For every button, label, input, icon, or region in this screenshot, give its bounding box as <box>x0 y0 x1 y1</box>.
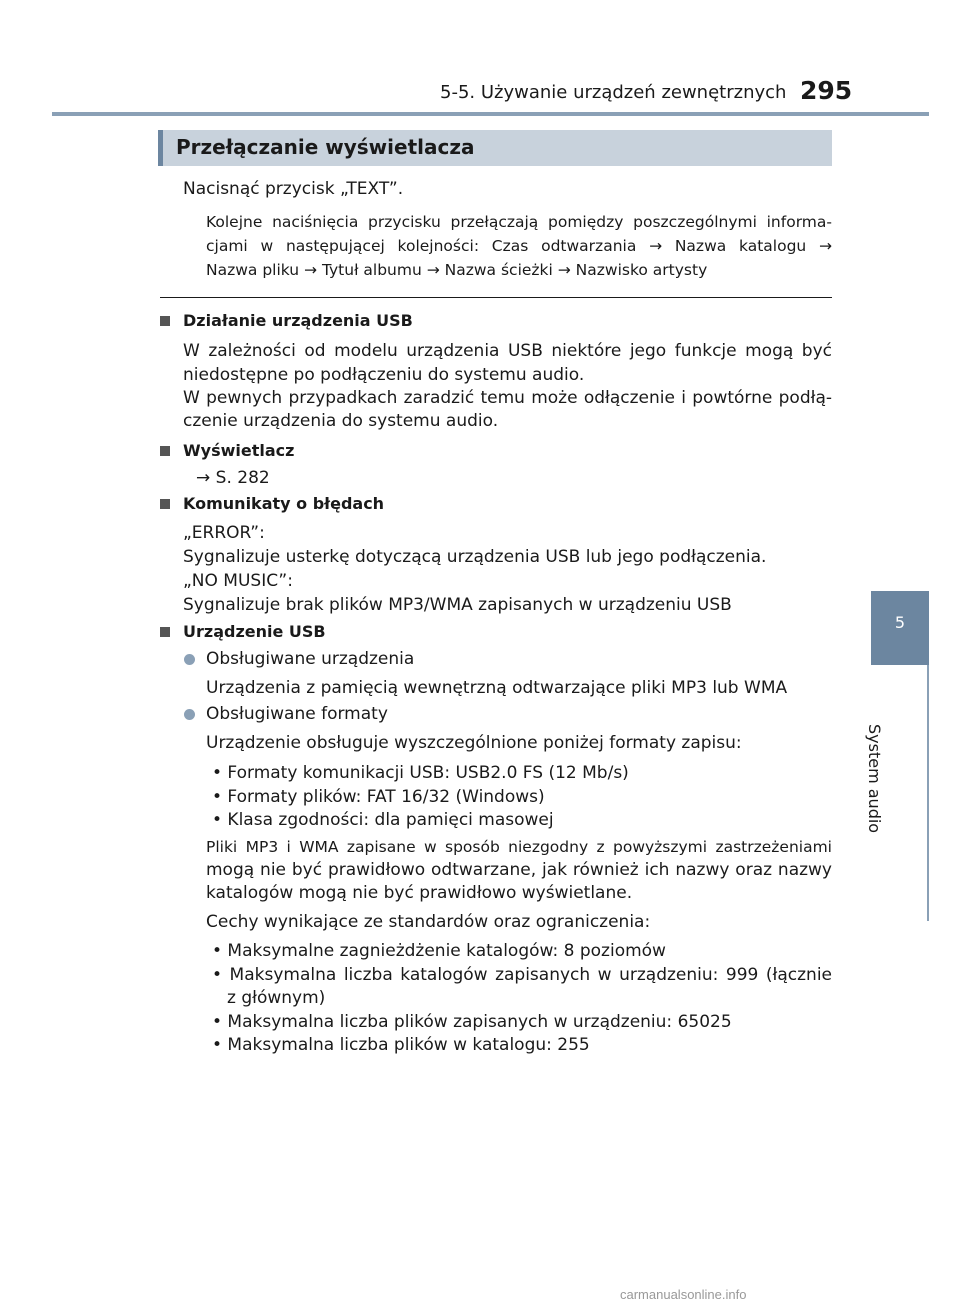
subsection-heading: Urządzenie USB <box>183 622 326 641</box>
section-title: Przełączanie wyświetlacza <box>176 135 475 159</box>
format-list-item: • Formaty komunikacji USB: USB2.0 FS (12 Mb/s) <box>212 763 629 783</box>
paragraph-line: „NO MUSIC”: <box>183 571 293 591</box>
square-bullet-icon <box>160 316 170 326</box>
subsection-heading: Działanie urządzenia USB <box>183 311 413 330</box>
format-list-item: • Formaty plików: FAT 16/32 (Windows) <box>212 787 545 807</box>
header-divider <box>52 112 929 116</box>
page-number: 295 <box>800 76 853 105</box>
limit-list-item-continuation: z głównym) <box>227 988 326 1008</box>
square-bullet-icon <box>160 499 170 509</box>
paragraph-line: W zależności od modelu urządzenia USB niektóre jego funkcje mogą być <box>183 341 832 361</box>
limit-list-item: • Maksymalne zagnieżdżenie katalogów: 8 poziomów <box>212 941 666 961</box>
chapter-side-tab <box>871 591 929 665</box>
format-list-item: • Klasa zgodności: dla pamięci masowej <box>212 810 554 830</box>
section-divider <box>160 297 832 298</box>
page-reference-link[interactable]: → S. 282 <box>196 468 270 488</box>
chapter-header: 5-5. Używanie urządzeń zewnętrznych <box>440 82 787 103</box>
square-bullet-icon <box>160 627 170 637</box>
sub-heading: Obsługiwane formaty <box>206 704 388 724</box>
round-bullet-icon <box>184 709 195 720</box>
chapter-tab-label: System audio <box>865 724 884 834</box>
watermark-text: carmanualsonline.info <box>620 1287 747 1302</box>
instruction-text: Nacisnąć przycisk „TEXT”. <box>183 179 404 199</box>
section-title-bar <box>158 130 832 166</box>
limit-list-item: • Maksymalna liczba katalogów zapisanych w urządzeniu: 999 (łącznie <box>212 965 832 985</box>
paragraph-line: „ERROR”: <box>183 523 265 543</box>
paragraph-line: Cechy wynikające ze standardów oraz ograniczenia: <box>206 912 651 932</box>
paragraph-line: Urządzenie obsługuje wyszczególnione poniżej formaty zapisu: <box>206 733 742 753</box>
sub-heading: Obsługiwane urządzenia <box>206 649 415 669</box>
subsection-heading: Wyświetlacz <box>183 441 295 460</box>
round-bullet-icon <box>184 654 195 665</box>
note-line: katalogów mogą nie być prawidłowo wyświetlane. <box>206 883 633 903</box>
paragraph-line: Urządzenia z pamięcią wewnętrzną odtwarzające pliki MP3 lub WMA <box>206 678 788 698</box>
paragraph-line: W pewnych przypadkach zaradzić temu może odłączenie i powtórne podłą- <box>183 388 832 408</box>
note-line: mogą nie być prawidłowo odtwarzane, jak również ich nazwy oraz nazwy <box>206 860 832 880</box>
paragraph-line: czenie urządzenia do systemu audio. <box>183 411 499 431</box>
paragraph-line: niedostępne po podłączeniu do systemu audio. <box>183 365 585 385</box>
note-line: Nazwa pliku → Tytuł albumu → Nazwa ścieżki → Nazwisko artysty <box>206 261 708 279</box>
note-line: Kolejne naciśnięcia przycisku przełączają pomiędzy poszczególnymi informa- <box>206 213 832 231</box>
note-line: Pliki MP3 i WMA zapisane w sposób niezgodny z powyższymi zastrzeżeniami <box>206 838 832 856</box>
limit-list-item: • Maksymalna liczba plików zapisanych w urządzeniu: 65025 <box>212 1012 732 1032</box>
subsection-heading: Komunikaty o błędach <box>183 494 385 513</box>
limit-list-item: • Maksymalna liczba plików w katalogu: 255 <box>212 1035 590 1055</box>
paragraph-line: Sygnalizuje brak plików MP3/WMA zapisanych w urządzeniu USB <box>183 595 732 615</box>
chapter-tab-number: 5 <box>894 613 906 632</box>
note-line: cjami w następującej kolejności: Czas odtwarzania → Nazwa katalogu → <box>206 237 832 255</box>
square-bullet-icon <box>160 446 170 456</box>
paragraph-line: Sygnalizuje usterkę dotyczącą urządzenia USB lub jego podłączenia. <box>183 547 767 567</box>
